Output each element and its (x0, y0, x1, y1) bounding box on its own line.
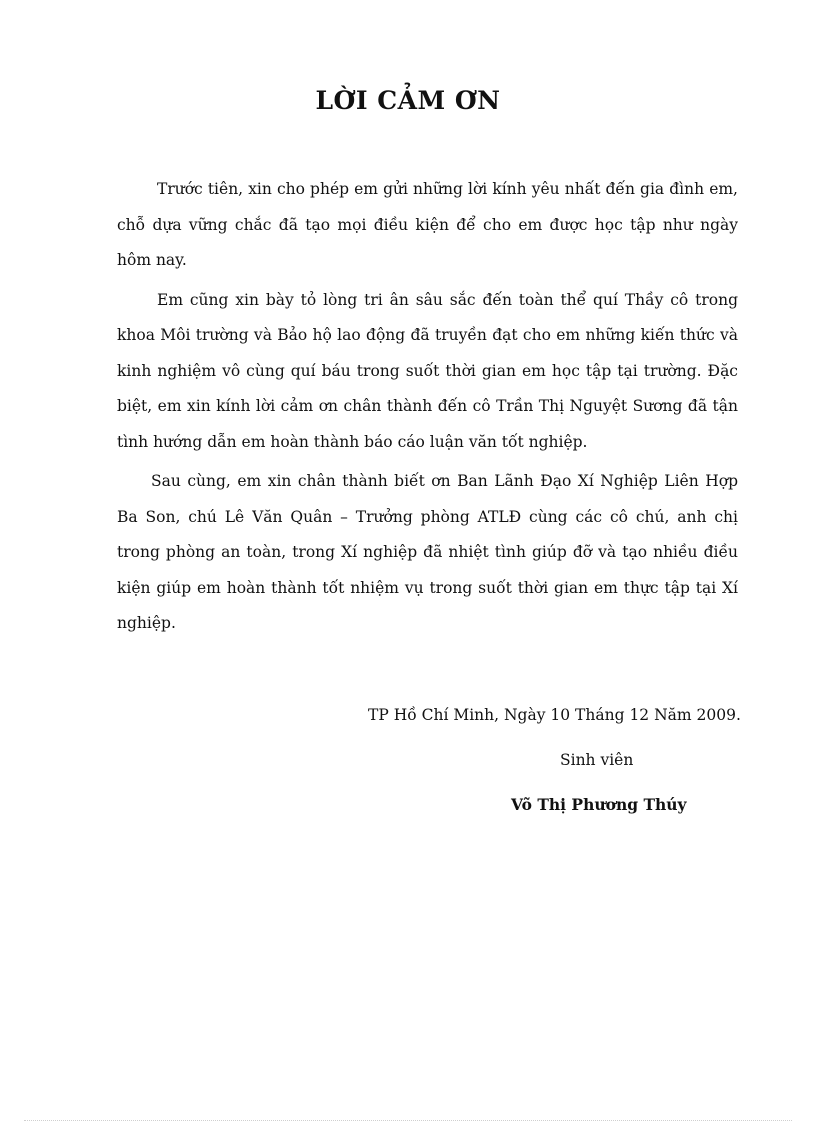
date-line: TP Hồ Chí Minh, Ngày 10 Tháng 12 Năm 2009. (368, 706, 741, 724)
paragraph-2: Em cũng xin bày tỏ lòng tri ân sâu sắc đến toàn thể quí Thầy cô trong khoa Môi trường và Bảo hộ lao động đã truyền đạt cho em những kiến thức và kinh nghiệm vô cùng quí báu trong suốt thời gian em học tập tại trường. Đặc biệt, em xin kính lời cảm ơn chân thành đến cô Trần Thị Nguyệt Sương đã tận tình hướng dẫn em hoàn thành báo cáo luận văn tốt nghiệp. (117, 290, 738, 451)
signer-role: Sinh viên (560, 751, 634, 769)
paragraph-3: Sau cùng, em xin chân thành biết ơn Ban Lãnh Đạo Xí Nghiệp Liên Hợp Ba Son, chú Lê Văn Quân – Trưởng phòng ATLĐ cùng các cô chú, anh chị trong phòng an toàn, trong Xí nghiệp đã nhiệt tình giúp đỡ và tạo nhiều điều kiện giúp em hoàn thành tốt nhiệm vụ trong suốt thời gian em thực tập tại Xí nghiệp. (117, 472, 738, 632)
page-title: LỜI CẢM ƠN (315, 86, 501, 115)
signer-name: Võ Thị Phương Thúy (511, 795, 687, 814)
page-bottom-rule (24, 1120, 792, 1121)
paragraph-1: Trước tiên, xin cho phép em gửi những lời kính yêu nhất đến gia đình em, chỗ dựa vững chắc đã tạo mọi điều kiện để cho em được học tập như ngày hôm nay. (117, 180, 738, 269)
document-body (117, 172, 738, 646)
